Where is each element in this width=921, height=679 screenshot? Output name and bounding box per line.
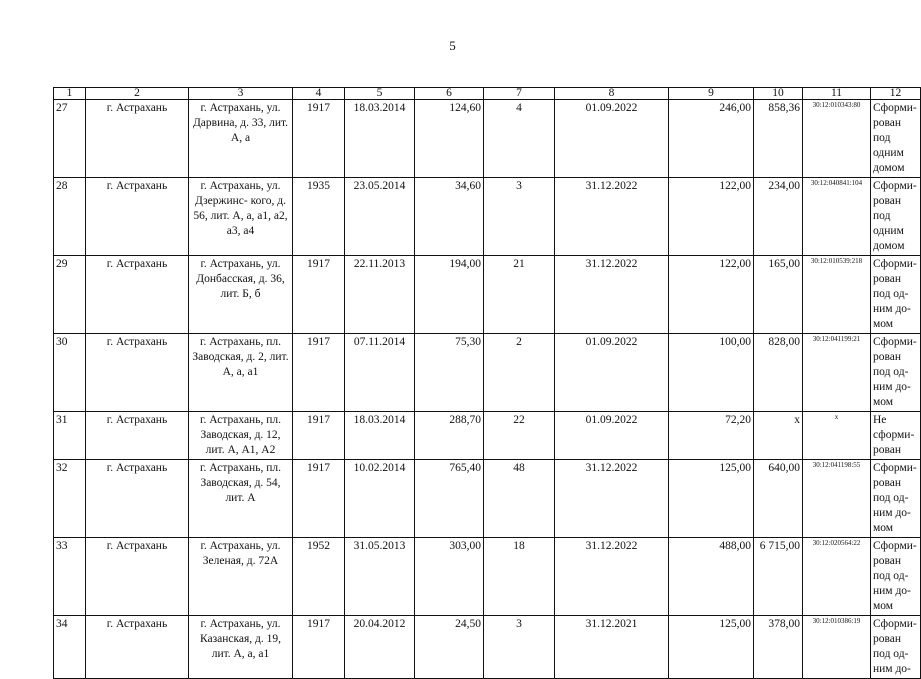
residents-cell: 2 — [484, 334, 555, 412]
table-row — [54, 178, 921, 256]
column-header: 10 — [754, 88, 803, 100]
address-cell: г. Астрахань, ул. Дзержинс- кого, д. 56, лит. А, а, а1, а2, а3, а4 — [189, 178, 293, 256]
year-cell: 1917 — [293, 334, 345, 412]
land-area-cell: 640,00 — [754, 460, 803, 538]
page-number: 5 — [449, 38, 456, 53]
living-area-cell: 122,00 — [669, 256, 754, 334]
row-number: 27 — [54, 100, 86, 178]
column-header: 6 — [415, 88, 484, 100]
status-cell: Сформи-рован под од-ним до-мом — [871, 334, 921, 412]
deadline-cell: 31.12.2022 — [555, 256, 669, 334]
living-area-cell: 72,20 — [669, 412, 754, 460]
date-cell: 18.03.2014 — [345, 412, 415, 460]
cadastral-cell: 30:12:041198:55 — [803, 460, 871, 538]
year-cell: 1917 — [293, 616, 345, 679]
cadastral-cell: x — [803, 412, 871, 460]
table-row — [54, 538, 921, 616]
cadastral-cell: 30:12:010386:19 — [803, 616, 871, 679]
deadline-cell: 01.09.2022 — [555, 100, 669, 178]
row-number: 32 — [54, 460, 86, 538]
land-area-cell: 858,36 — [754, 100, 803, 178]
cadastral-cell: 30:12:041199:21 — [803, 334, 871, 412]
header-row — [54, 88, 921, 100]
deadline-cell: 01.09.2022 — [555, 412, 669, 460]
city-cell: г. Астрахань — [86, 178, 189, 256]
land-area-cell: 6 715,00 — [754, 538, 803, 616]
column-header: 11 — [803, 88, 871, 100]
land-area-cell: 828,00 — [754, 334, 803, 412]
row-number: 28 — [54, 178, 86, 256]
year-cell: 1917 — [293, 460, 345, 538]
status-cell: Сформи-рован под одним домом — [871, 178, 921, 256]
deadline-cell: 01.09.2022 — [555, 334, 669, 412]
year-cell: 1917 — [293, 412, 345, 460]
row-number: 34 — [54, 616, 86, 679]
area-cell: 124,60 — [415, 100, 484, 178]
city-cell: г. Астрахань — [86, 256, 189, 334]
city-cell: г. Астрахань — [86, 412, 189, 460]
year-cell: 1917 — [293, 100, 345, 178]
area-cell: 194,00 — [415, 256, 484, 334]
residents-cell: 3 — [484, 616, 555, 679]
date-cell: 18.03.2014 — [345, 100, 415, 178]
table-row — [54, 412, 921, 460]
residents-cell: 22 — [484, 412, 555, 460]
city-cell: г. Астрахань — [86, 538, 189, 616]
area-cell: 288,70 — [415, 412, 484, 460]
status-cell: Сформи-рован под од-ним до-мом — [871, 538, 921, 616]
status-cell: Сформи-рован под од-ним до- — [871, 616, 921, 679]
table-row — [54, 100, 921, 178]
year-cell: 1935 — [293, 178, 345, 256]
column-header: 2 — [86, 88, 189, 100]
date-cell: 23.05.2014 — [345, 178, 415, 256]
year-cell: 1917 — [293, 256, 345, 334]
living-area-cell: 122,00 — [669, 178, 754, 256]
address-cell: г. Астрахань, пл. Заводская, д. 2, лит. А, а, а1 — [189, 334, 293, 412]
date-cell: 20.04.2012 — [345, 616, 415, 679]
land-area-cell: x — [754, 412, 803, 460]
residents-cell: 3 — [484, 178, 555, 256]
deadline-cell: 31.12.2021 — [555, 616, 669, 679]
living-area-cell: 125,00 — [669, 616, 754, 679]
status-cell: Сформи-рован под од-ним до-мом — [871, 256, 921, 334]
column-header: 8 — [555, 88, 669, 100]
city-cell: г. Астрахань — [86, 460, 189, 538]
land-area-cell: 234,00 — [754, 178, 803, 256]
table-row — [54, 460, 921, 538]
cadastral-cell: 30:12:040841:104 — [803, 178, 871, 256]
row-number: 30 — [54, 334, 86, 412]
land-area-cell: 378,00 — [754, 616, 803, 679]
area-cell: 34,60 — [415, 178, 484, 256]
city-cell: г. Астрахань — [86, 334, 189, 412]
address-cell: г. Астрахань, ул. Дарвина, д. 33, лит. А, а — [189, 100, 293, 178]
living-area-cell: 100,00 — [669, 334, 754, 412]
cadastral-cell: 30:12:020564:22 — [803, 538, 871, 616]
column-header: 4 — [293, 88, 345, 100]
living-area-cell: 125,00 — [669, 460, 754, 538]
column-header: 9 — [669, 88, 754, 100]
deadline-cell: 31.12.2022 — [555, 178, 669, 256]
table-row — [54, 616, 921, 679]
cadastral-cell: 30:12:010539:218 — [803, 256, 871, 334]
cadastral-cell: 30:12:010343:80 — [803, 100, 871, 178]
residents-cell: 21 — [484, 256, 555, 334]
living-area-cell: 488,00 — [669, 538, 754, 616]
column-header: 3 — [189, 88, 293, 100]
area-cell: 303,00 — [415, 538, 484, 616]
status-cell: Сформи-рован под одним домом — [871, 100, 921, 178]
status-cell: Сформи-рован под од-ним до-мом — [871, 460, 921, 538]
area-cell: 24,50 — [415, 616, 484, 679]
land-area-cell: 165,00 — [754, 256, 803, 334]
housing-table — [53, 87, 921, 679]
deadline-cell: 31.12.2022 — [555, 538, 669, 616]
address-cell: г. Астрахань, пл. Заводская, д. 12, лит. А, А1, А2 — [189, 412, 293, 460]
date-cell: 22.11.2013 — [345, 256, 415, 334]
living-area-cell: 246,00 — [669, 100, 754, 178]
table-row — [54, 256, 921, 334]
residents-cell: 48 — [484, 460, 555, 538]
residents-cell: 18 — [484, 538, 555, 616]
row-number: 31 — [54, 412, 86, 460]
column-header: 1 — [54, 88, 86, 100]
row-number: 33 — [54, 538, 86, 616]
column-header: 7 — [484, 88, 555, 100]
city-cell: г. Астрахань — [86, 100, 189, 178]
date-cell: 07.11.2014 — [345, 334, 415, 412]
address-cell: г. Астрахань, ул. Донбасская, д. 36, лит. Б, б — [189, 256, 293, 334]
column-header: 5 — [345, 88, 415, 100]
column-header: 12 — [871, 88, 921, 100]
deadline-cell: 31.12.2022 — [555, 460, 669, 538]
area-cell: 765,40 — [415, 460, 484, 538]
date-cell: 10.02.2014 — [345, 460, 415, 538]
status-cell: Не сформи-рован — [871, 412, 921, 460]
residents-cell: 4 — [484, 100, 555, 178]
year-cell: 1952 — [293, 538, 345, 616]
table-row — [54, 334, 921, 412]
address-cell: г. Астрахань, ул. Казанская, д. 19, лит. А, а, а1 — [189, 616, 293, 679]
area-cell: 75,30 — [415, 334, 484, 412]
row-number: 29 — [54, 256, 86, 334]
address-cell: г. Астрахань, ул. Зеленая, д. 72А — [189, 538, 293, 616]
date-cell: 31.05.2013 — [345, 538, 415, 616]
address-cell: г. Астрахань, пл. Заводская, д. 54, лит. А — [189, 460, 293, 538]
city-cell: г. Астрахань — [86, 616, 189, 679]
